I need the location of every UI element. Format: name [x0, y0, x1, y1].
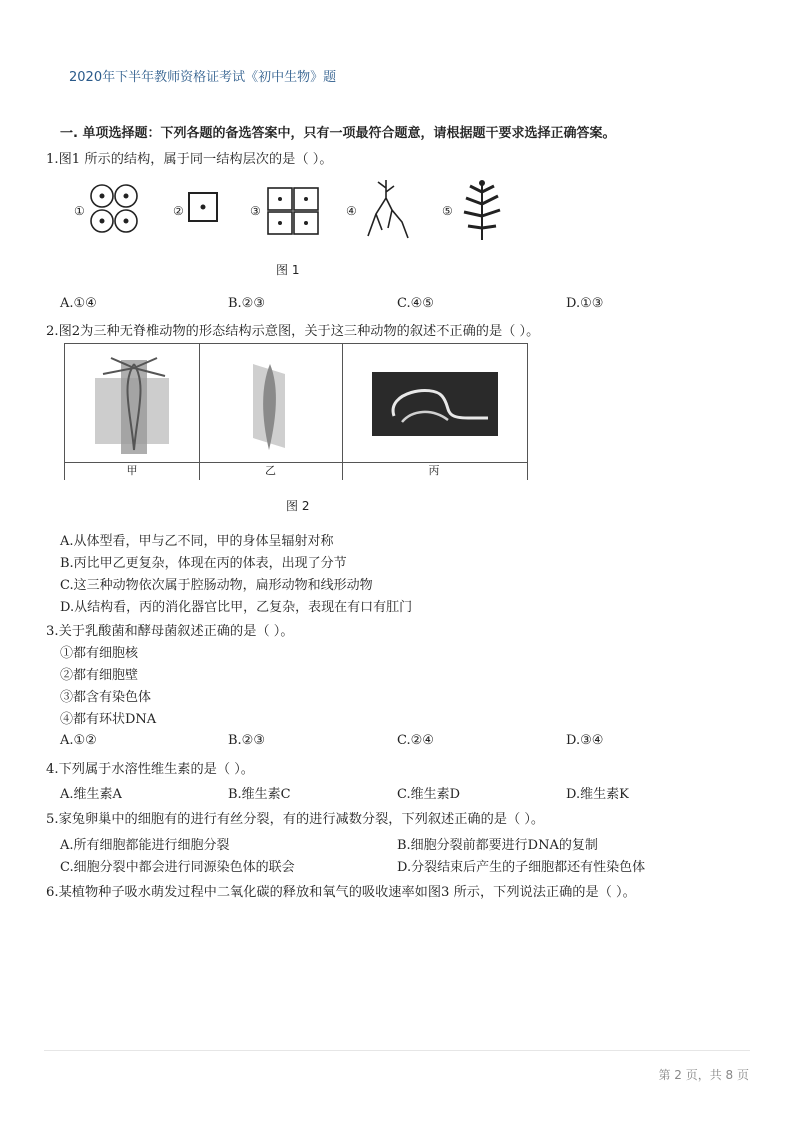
figure-1-marker-5: ⑤	[442, 204, 453, 218]
q3-statement-2: ②都有细胞壁	[60, 668, 139, 683]
q5-option-b[interactable]: B.细胞分裂前都要进行DNA的复制	[397, 838, 598, 853]
figure-2-label-yi: 乙	[265, 464, 276, 477]
page-number: 第 2 页，共 8 页	[658, 1068, 749, 1082]
q3-option-c[interactable]: C.②④	[397, 733, 434, 748]
figure-1-marker-2: ②	[173, 204, 184, 218]
roundworm-illustration	[372, 372, 498, 436]
question-2-stem: 2.图2为三种无脊椎动物的形态结构示意图，关于这三种动物的叙述不正确的是（ ）。	[46, 324, 540, 339]
q2-option-d[interactable]: D.从结构看，丙的消化器官比甲，乙复杂，表现在有口有肛门	[60, 600, 413, 615]
q3-option-b[interactable]: B.②③	[228, 733, 265, 748]
four-cells-illustration	[88, 182, 140, 236]
figure-2-table	[64, 343, 528, 480]
footer-divider	[44, 1050, 750, 1051]
q1-option-b[interactable]: B.②③	[228, 296, 265, 311]
figure-1-marker-3: ③	[250, 204, 261, 218]
q1-option-c[interactable]: C.④⑤	[397, 296, 434, 311]
figure-2-label-jia: 甲	[126, 464, 138, 477]
q1-option-a[interactable]: A.①④	[60, 296, 97, 311]
q4-option-c[interactable]: C.维生素D	[397, 787, 461, 802]
figure-1-marker-1: ①	[74, 204, 85, 218]
question-4-stem: 4.下列属于水溶性维生素的是（ ）。	[46, 762, 254, 777]
q2-option-c[interactable]: C.这三种动物依次属于腔肠动物，扁形动物和线形动物	[60, 578, 373, 593]
section-title: 一. 单项选择题：下列各题的备选答案中，只有一项最符合题意，请根据题干要求选择正确答案。	[60, 126, 616, 141]
q5-option-a[interactable]: A.所有细胞都能进行细胞分裂	[60, 838, 230, 853]
tissue-illustration	[264, 182, 322, 240]
figure-2-cell-yi	[199, 344, 343, 480]
q4-option-b[interactable]: B.维生素C	[228, 787, 291, 802]
figure-1	[74, 178, 524, 242]
root-illustration	[362, 178, 414, 242]
figure-1-caption: 图 1	[276, 263, 300, 277]
hydra-illustration	[91, 354, 177, 458]
flatworm-illustration	[245, 356, 295, 456]
figure-1-marker-4: ④	[346, 204, 357, 218]
question-3-stem: 3.关于乳酸菌和酵母菌叙述正确的是（ ）。	[46, 624, 294, 639]
figure-2-cell-bing	[342, 344, 526, 480]
whole-plant-illustration	[458, 178, 506, 242]
question-5-stem: 5.家兔卵巢中的细胞有的进行有丝分裂，有的进行减数分裂，下列叙述正确的是（ ）。	[46, 812, 545, 827]
q5-option-d[interactable]: D.分裂结束后产生的子细胞都还有性染色体	[397, 860, 646, 875]
single-cell-illustration	[186, 190, 222, 226]
q3-statement-1: ①都有细胞核	[60, 646, 139, 661]
document-header-title: 2020年下半年教师资格证考试《初中生物》题	[69, 70, 337, 85]
q1-option-d[interactable]: D.①③	[566, 296, 604, 311]
figure-2-label-bing: 丙	[428, 464, 440, 477]
q3-option-a[interactable]: A.①②	[60, 733, 97, 748]
q3-statement-3: ③都含有染色体	[60, 690, 152, 705]
q3-option-d[interactable]: D.③④	[566, 733, 604, 748]
figure-2-caption: 图 2	[286, 499, 310, 513]
q4-option-a[interactable]: A.维生素A	[60, 787, 122, 802]
q4-option-d[interactable]: D.维生素K	[566, 787, 629, 802]
question-6-stem: 6.某植物种子吸水萌发过程中二氧化碳的释放和氧气的吸收速率如图3 所示，下列说法正确的是（ ）。	[46, 885, 636, 900]
q2-option-a[interactable]: A.从体型看，甲与乙不同，甲的身体呈辐射对称	[60, 534, 334, 549]
q3-statement-4: ④都有环状DNA	[60, 712, 157, 727]
figure-2-cell-jia	[65, 344, 200, 480]
q2-option-b[interactable]: B.丙比甲乙更复杂，体现在丙的体表，出现了分节	[60, 556, 347, 571]
question-1-stem: 1.图1 所示的结构，属于同一结构层次的是（ ）。	[46, 152, 333, 167]
q5-option-c[interactable]: C.细胞分裂中都会进行同源染色体的联会	[60, 860, 295, 875]
